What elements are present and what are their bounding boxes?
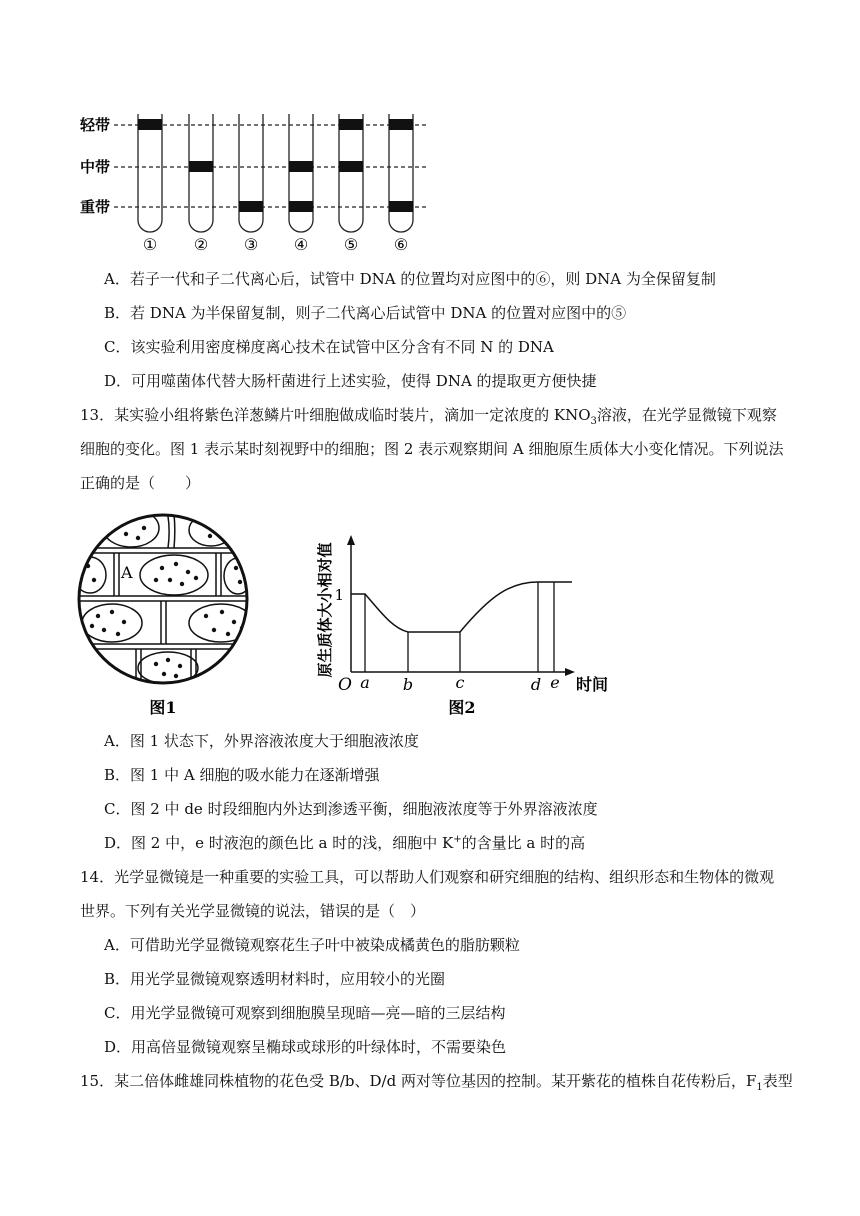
centrifuge-tube-figure bbox=[76, 108, 436, 258]
tube-number-4: ④ bbox=[293, 235, 309, 254]
q13-option-c: C．图 2 中 de 时段细胞内外达到渗透平衡，细胞液浓度等于外界溶液浓度 bbox=[104, 800, 598, 818]
dna-band bbox=[339, 161, 363, 172]
figure-1-cells bbox=[76, 506, 276, 718]
x-label-e: e bbox=[550, 673, 560, 692]
tube-5 bbox=[339, 114, 363, 232]
q13-option-b: B．图 1 中 A 细胞的吸水能力在逐渐增强 bbox=[104, 766, 380, 784]
tube-number-5: ⑤ bbox=[343, 235, 359, 254]
x-label-c: c bbox=[455, 673, 465, 692]
dna-band bbox=[289, 161, 313, 172]
q12-option-a: A．若子一代和子二代离心后，试管中 DNA 的位置均对应图中的⑥，则 DNA 为全保留复制 bbox=[104, 270, 716, 288]
q13-option-d: D．图 2 中，e 时液泡的颜色比 a 时的浅，细胞中 K+的含量比 a 时的高 bbox=[104, 834, 586, 852]
cell-a-label: A bbox=[121, 563, 133, 582]
tube-3 bbox=[239, 114, 263, 232]
origin-label: O bbox=[338, 675, 352, 695]
heavy-band-label: 重带 bbox=[80, 198, 111, 216]
q14-option-d: D．用高倍显微镜观察呈椭球或球形的叶绿体时，不需要染色 bbox=[104, 1038, 507, 1056]
light-band-label: 轻带 bbox=[80, 116, 111, 134]
q13-stem-line-2: 细胞的变化。图 1 表示某时刻视野中的细胞；图 2 表示观察期间 A 细胞原生质体大小变化情况。下列说法 bbox=[80, 440, 784, 458]
y-axis-label: 原生质体大小相对值 bbox=[316, 542, 334, 678]
dna-band bbox=[389, 119, 413, 130]
figure-2-chart bbox=[300, 526, 620, 718]
y-axis-arrow bbox=[347, 535, 355, 545]
x-axis-arrow bbox=[565, 668, 575, 676]
x-label-d: d bbox=[530, 675, 542, 694]
dna-band bbox=[389, 201, 413, 212]
q14-option-c: C．用光学显微镜可观察到细胞膜呈现暗—亮—暗的三层结构 bbox=[104, 1004, 506, 1022]
protoplast-size-curve bbox=[351, 582, 572, 632]
q13-option-a: A．图 1 状态下，外界溶液浓度大于细胞液浓度 bbox=[104, 732, 419, 750]
tube-number-1: ① bbox=[142, 235, 158, 254]
q13-stem-line-3: 正确的是（ ） bbox=[80, 474, 201, 492]
q14-option-a: A．可借助光学显微镜观察花生子叶中被染成橘黄色的脂肪颗粒 bbox=[104, 936, 520, 954]
dna-band bbox=[289, 201, 313, 212]
x-label-b: b bbox=[402, 675, 414, 694]
tube-1 bbox=[138, 114, 162, 232]
dna-band bbox=[339, 119, 363, 130]
x-label-a: a bbox=[360, 673, 370, 692]
figure-1-caption: 图1 bbox=[149, 698, 177, 717]
figure-2-caption: 图2 bbox=[448, 698, 476, 717]
tube-number-6: ⑥ bbox=[393, 235, 409, 254]
q12-option-d: D．可用噬菌体代替大肠杆菌进行上述实验，使得 DNA 的提取更方便快捷 bbox=[104, 372, 597, 390]
field-of-view-circle bbox=[79, 515, 247, 683]
q14-stem-line-1: 14．光学显微镜是一种重要的实验工具，可以帮助人们观察和研究细胞的结构、组织形态和生物体的微观 bbox=[80, 868, 775, 886]
q14-stem-line-2: 世界。下列有关光学显微镜的说法，错误的是（ ） bbox=[80, 902, 426, 920]
q15-stem-line-1: 15．某二倍体雌雄同株植物的花色受 B/b、D/d 两对等位基因的控制。某开紫花的植株自花传粉后，$F_1$表型 bbox=[80, 1072, 793, 1093]
dna-band bbox=[189, 161, 213, 172]
tube-4 bbox=[289, 114, 313, 232]
dna-band bbox=[138, 119, 162, 130]
tube-6 bbox=[389, 114, 413, 232]
x-axis-label: 时间 bbox=[575, 675, 609, 694]
q12-option-b: B．若 DNA 为半保留复制，则子二代离心后试管中 DNA 的位置对应图中的⑤ bbox=[104, 304, 627, 322]
y-tick-1: 1 bbox=[334, 586, 344, 604]
q14-option-b: B．用光学显微镜观察透明材料时，应用较小的光圈 bbox=[104, 970, 446, 988]
tube-2 bbox=[189, 114, 213, 232]
q12-option-c: C．该实验利用密度梯度离心技术在试管中区分含有不同 N 的 DNA bbox=[104, 338, 554, 356]
tube-number-3: ③ bbox=[243, 235, 259, 254]
middle-band-label: 中带 bbox=[80, 158, 111, 176]
q13-stem-line-1: 13．某实验小组将紫色洋葱鳞片叶细胞做成临时装片，滴加一定浓度的 $KNO_3$溶液，在光学显微镜下观察 bbox=[80, 406, 777, 427]
dna-band bbox=[239, 201, 263, 212]
tube-number-2: ② bbox=[193, 235, 209, 254]
